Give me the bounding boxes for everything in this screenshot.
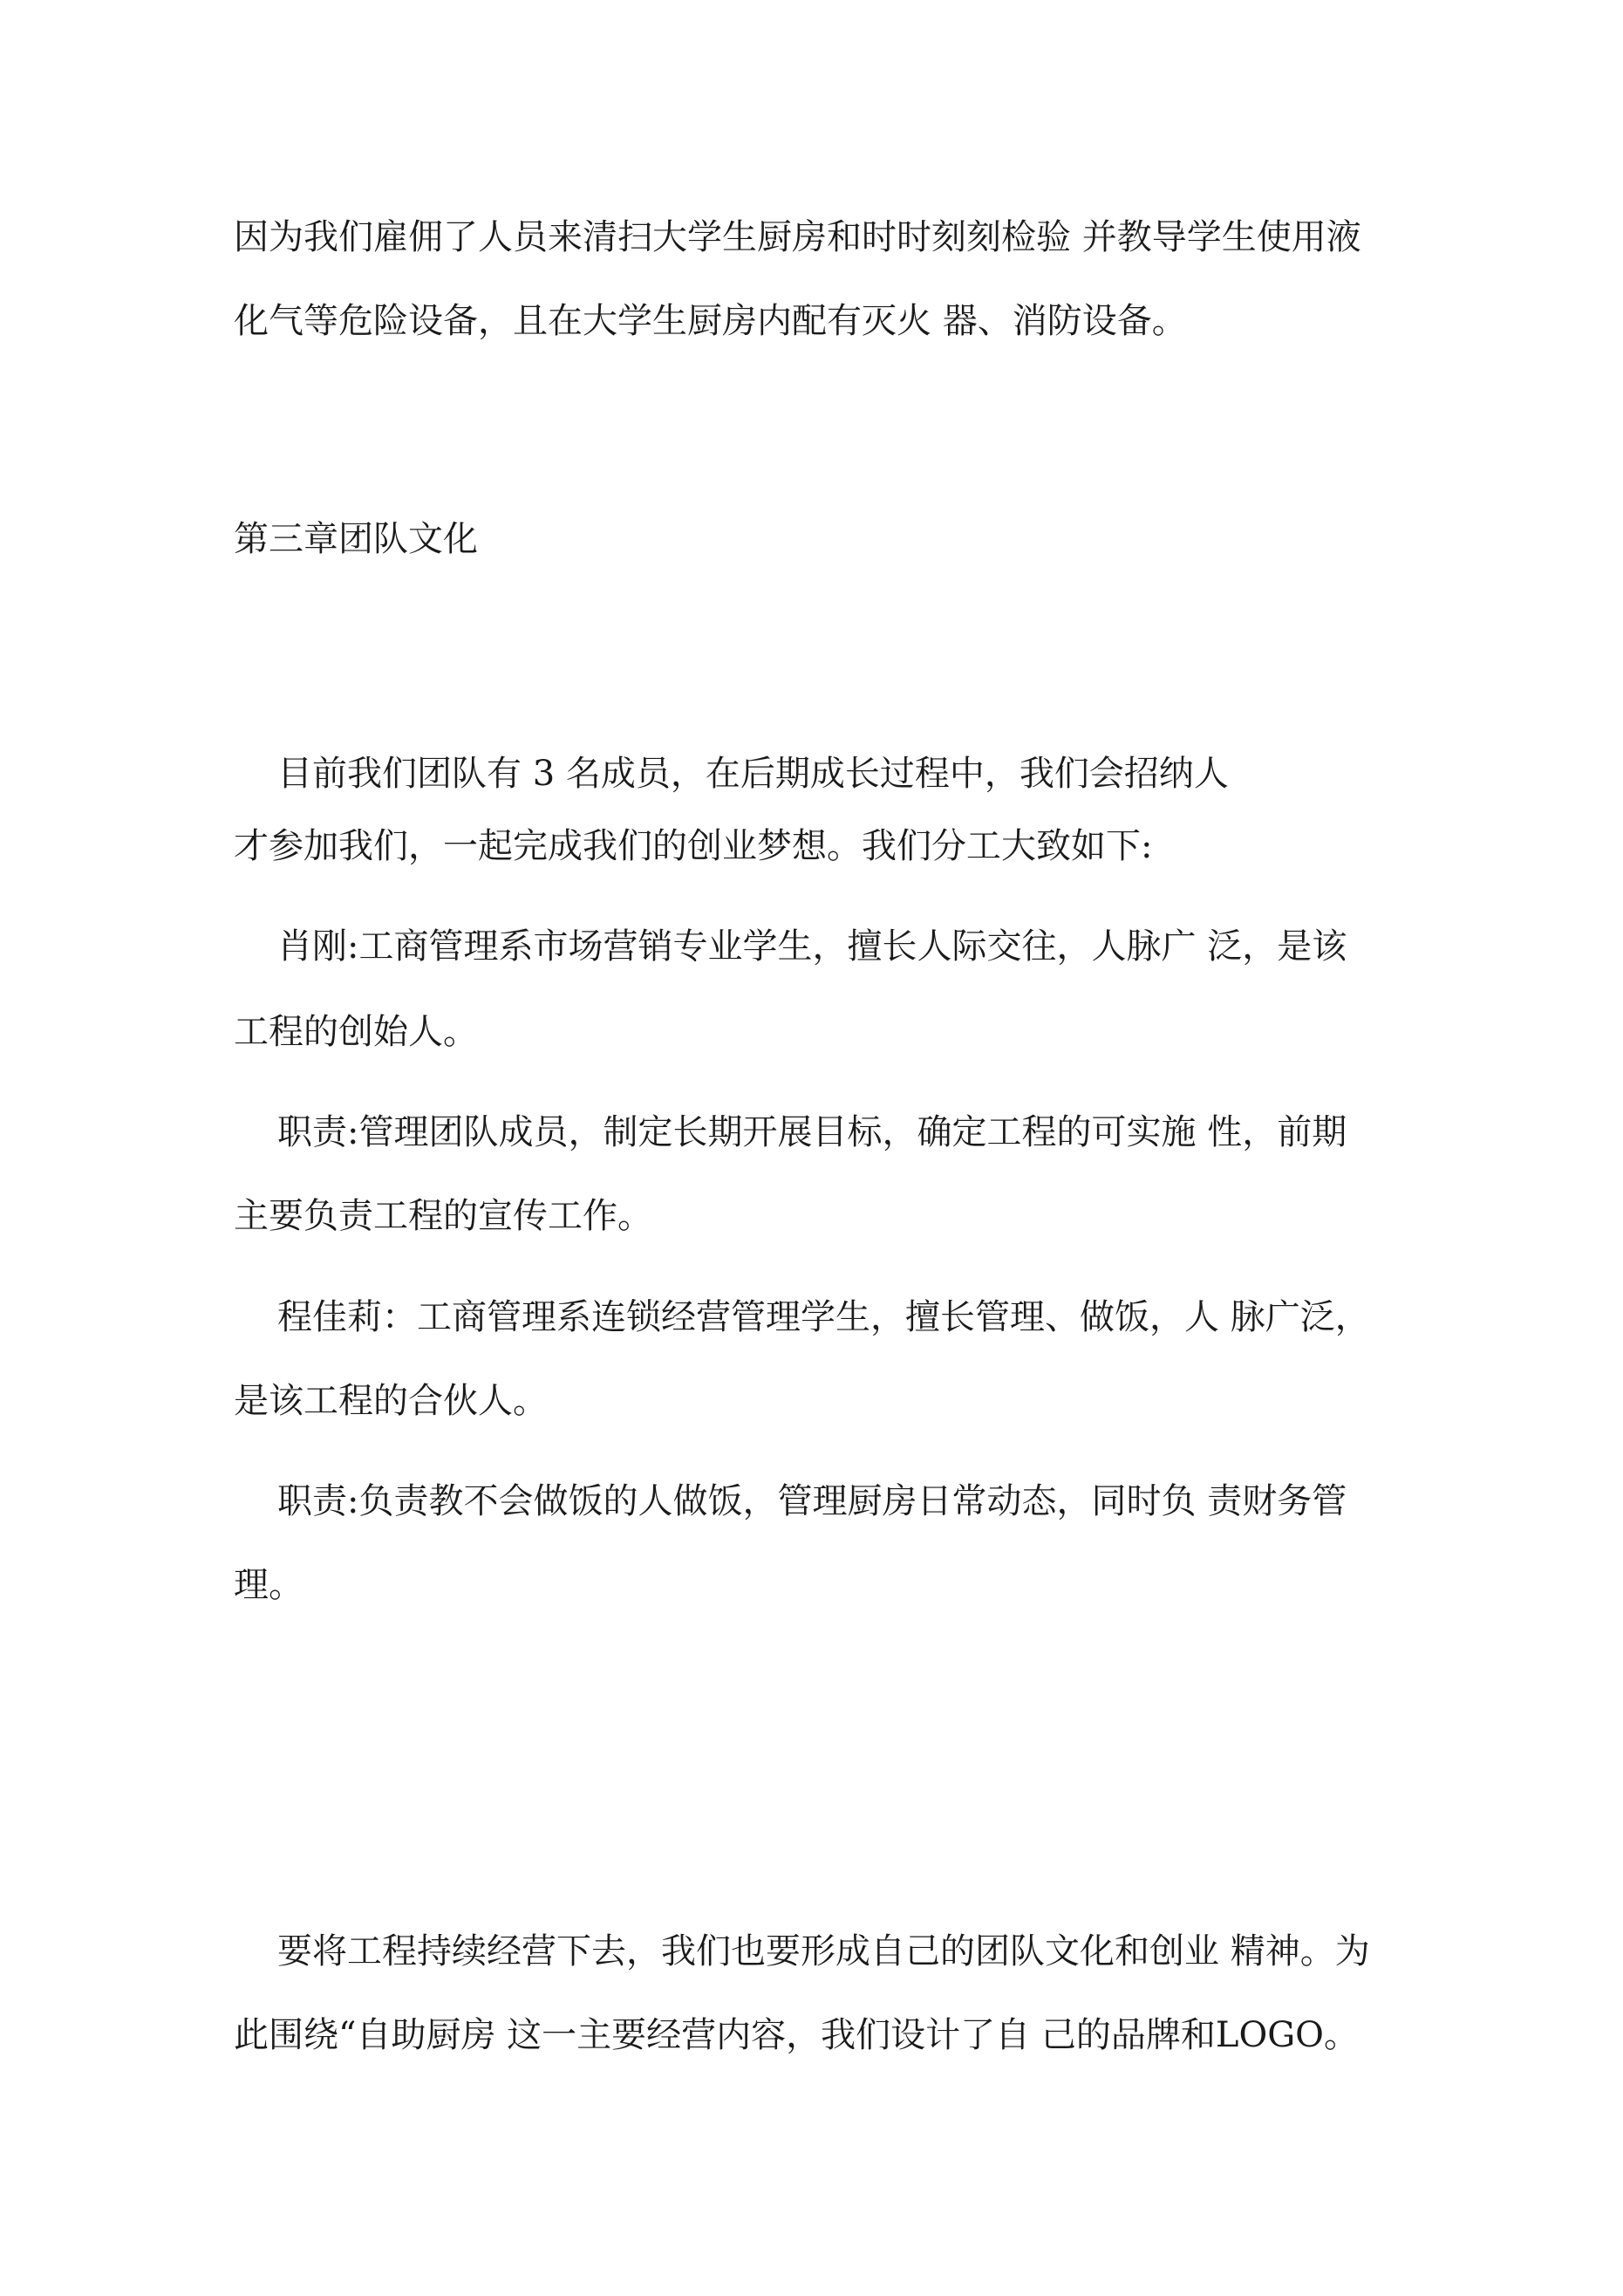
paragraph-line: 工程的创始人。 bbox=[234, 1012, 478, 1052]
paragraph-line: 理。 bbox=[234, 1565, 303, 1605]
paragraph-line: 职责:负责教不会做饭的人做饭，管理厨房日常动态，同时负 责财务管 bbox=[277, 1481, 1347, 1521]
paragraph-line: 程佳莉：工商管理系连锁经营管理学生，擅长管理、做饭，人 脉广泛， bbox=[277, 1297, 1370, 1337]
paragraph-line: 肖刚:工商管理系市场营销专业学生，擅长人际交往，人脉广 泛，是该 bbox=[277, 926, 1347, 967]
paragraph-line: 要将工程持续经营下去，我们也要形成自己的团队文化和创业 精神。为 bbox=[277, 1931, 1370, 1971]
paragraph-line: 化气等危险设备，且在大学生厨房内配有灭火 器、消防设备。 bbox=[234, 301, 1187, 341]
paragraph-line: 主要负责工程的宣传工作。 bbox=[234, 1196, 652, 1236]
paragraph-line: 才参加我们，一起完成我们的创业梦想。我们分工大致如下: bbox=[234, 826, 1153, 866]
chapter-heading: 第三章团队文化 bbox=[234, 519, 478, 559]
paragraph-line: 因为我们雇佣了人员来清扫大学生厨房和时时刻刻检验 并教导学生使用液 bbox=[234, 217, 1361, 257]
paragraph-line: 职责:管理团队成员，制定长期开展目标，确定工程的可实施 性，前期 bbox=[277, 1112, 1347, 1152]
paragraph-line: 目前我们团队有 3 名成员，在后期成长过程中，我们会招纳人 bbox=[277, 754, 1229, 794]
paragraph-line: 此围绕“自助厨房 这一主要经营内容，我们设计了自 己的品牌和LOGO。 bbox=[234, 2015, 1359, 2055]
paragraph-line: 是该工程的合伙人。 bbox=[234, 1381, 548, 1421]
